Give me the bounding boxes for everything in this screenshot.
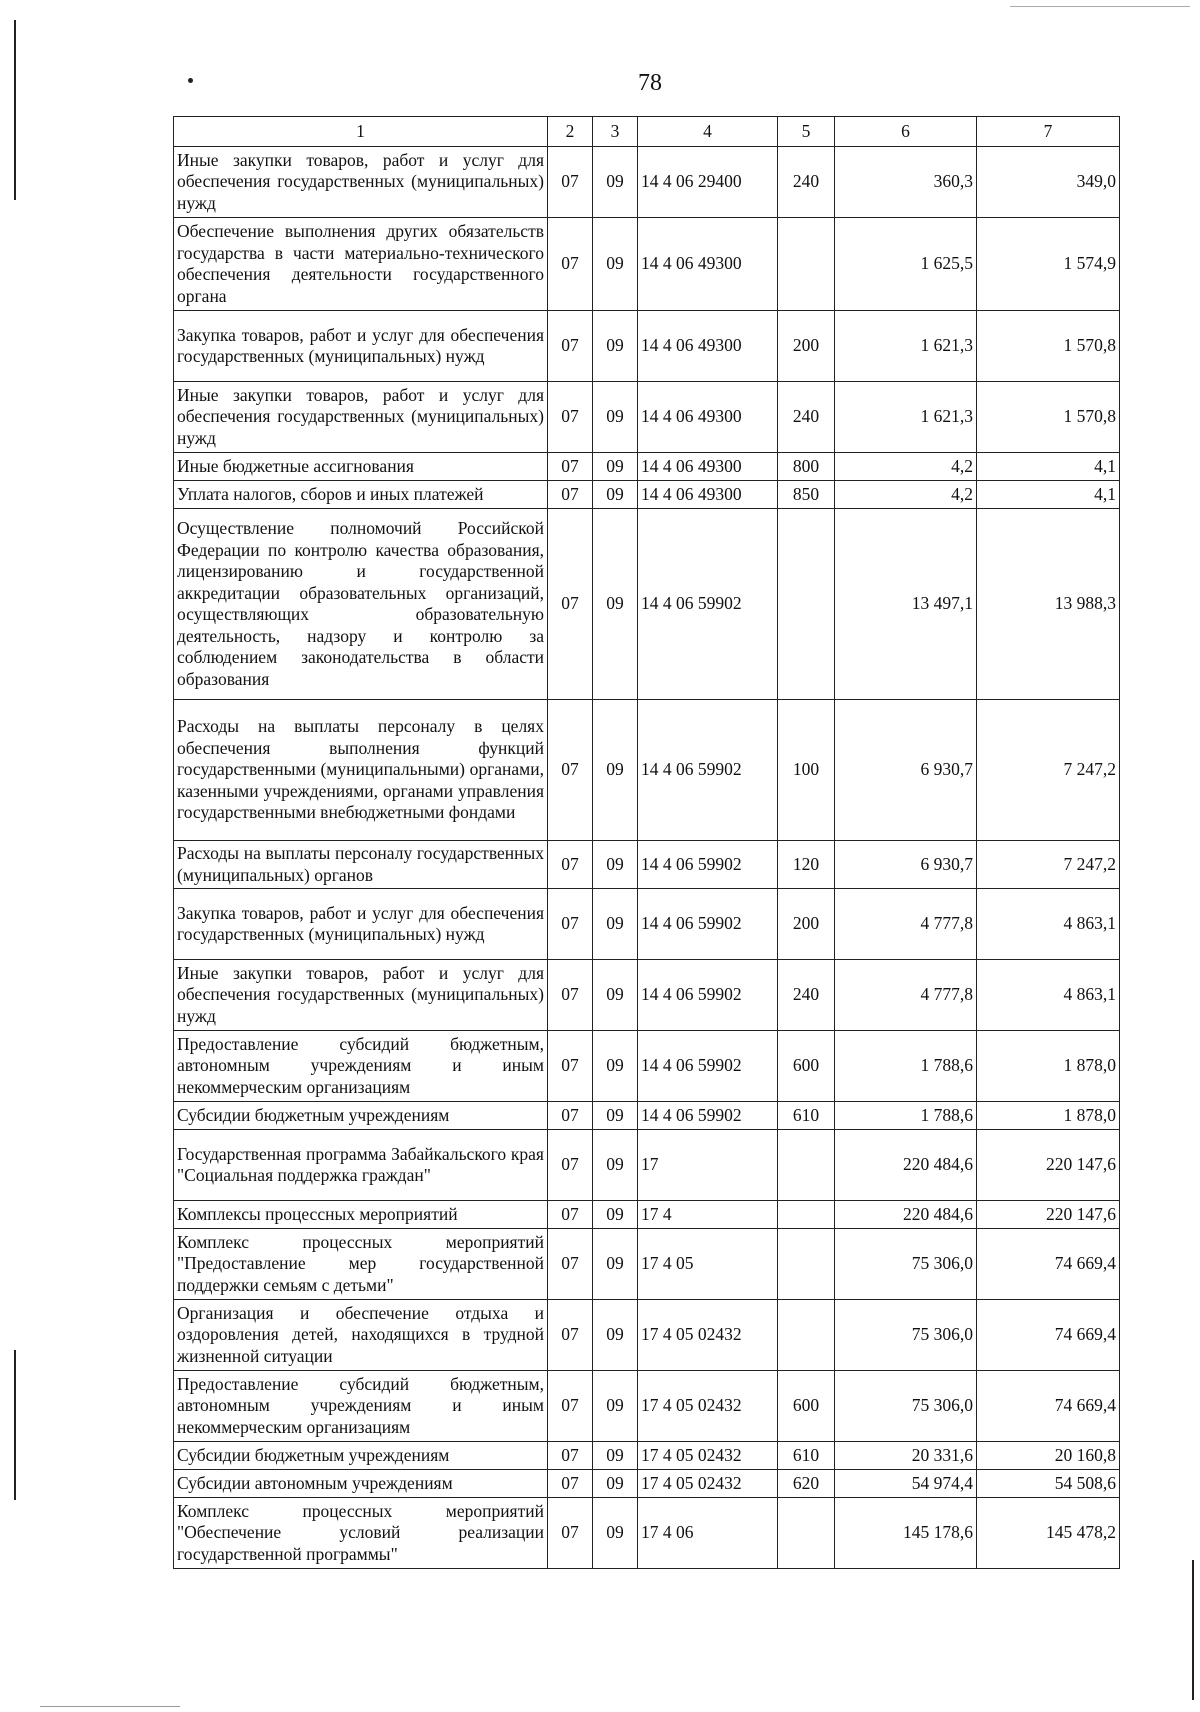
row-expense-type — [778, 1201, 835, 1229]
row-target-code: 17 4 05 02432 — [638, 1300, 778, 1371]
row-value-col6: 75 306,0 — [835, 1300, 977, 1371]
row-value-col7: 1 878,0 — [977, 1102, 1120, 1130]
row-section: 07 — [548, 1442, 593, 1470]
row-target-code: 14 4 06 59902 — [638, 841, 778, 889]
row-name: Закупка товаров, работ и услуг для обеспечения государственных (муниципальных) нужд — [174, 889, 548, 960]
row-value-col7: 1 570,8 — [977, 382, 1120, 453]
row-value-col7: 7 247,2 — [977, 700, 1120, 841]
row-value-col7: 7 247,2 — [977, 841, 1120, 889]
row-section: 07 — [548, 960, 593, 1031]
row-name: Иные закупки товаров, работ и услуг для обеспечения государственных (муниципальных) нужд — [174, 960, 548, 1031]
table-row — [174, 1498, 1120, 1569]
header-col-7: 7 — [977, 117, 1120, 147]
row-value-col6: 220 484,6 — [835, 1201, 977, 1229]
row-target-code: 14 4 06 49300 — [638, 218, 778, 311]
row-subsection: 09 — [593, 1201, 638, 1229]
row-name: Иные закупки товаров, работ и услуг для обеспечения государственных (муниципальных) нужд — [174, 147, 548, 218]
row-expense-type: 610 — [778, 1102, 835, 1130]
table-row — [174, 1102, 1120, 1130]
row-target-code: 14 4 06 59902 — [638, 700, 778, 841]
page-number: 78 — [638, 70, 662, 96]
row-value-col6: 1 621,3 — [835, 311, 977, 382]
row-expense-type: 240 — [778, 382, 835, 453]
row-value-col6: 75 306,0 — [835, 1371, 977, 1442]
row-subsection: 09 — [593, 1300, 638, 1371]
row-subsection: 09 — [593, 453, 638, 481]
row-subsection: 09 — [593, 1130, 638, 1201]
row-section: 07 — [548, 311, 593, 382]
row-subsection: 09 — [593, 700, 638, 841]
row-name: Субсидии бюджетным учреждениям — [174, 1102, 548, 1130]
table-row — [174, 481, 1120, 509]
row-name: Предоставление субсидий бюджетным, автономным учреждениям и иным некоммерческим организациям — [174, 1371, 548, 1442]
row-target-code: 17 — [638, 1130, 778, 1201]
table-row — [174, 1371, 1120, 1442]
table-row — [174, 1470, 1120, 1498]
row-target-code: 14 4 06 59902 — [638, 889, 778, 960]
table-row — [174, 311, 1120, 382]
row-value-col6: 1 621,3 — [835, 382, 977, 453]
table-row — [174, 218, 1120, 311]
row-target-code: 14 4 06 49300 — [638, 382, 778, 453]
row-name: Иные бюджетные ассигнования — [174, 453, 548, 481]
row-subsection: 09 — [593, 311, 638, 382]
row-section: 07 — [548, 1201, 593, 1229]
row-value-col6: 4 777,8 — [835, 960, 977, 1031]
row-value-col6: 1 788,6 — [835, 1102, 977, 1130]
row-subsection: 09 — [593, 960, 638, 1031]
bottom-edge-rule — [40, 1706, 180, 1707]
row-target-code: 14 4 06 59902 — [638, 1102, 778, 1130]
row-target-code: 14 4 06 59902 — [638, 960, 778, 1031]
table-row — [174, 960, 1120, 1031]
row-section: 07 — [548, 1300, 593, 1371]
header-col-6: 6 — [835, 117, 977, 147]
row-value-col6: 54 974,4 — [835, 1470, 977, 1498]
row-section: 07 — [548, 218, 593, 311]
row-value-col6: 4,2 — [835, 453, 977, 481]
row-subsection: 09 — [593, 1031, 638, 1102]
row-name: Обеспечение выполнения других обязательств государства в части материально-технического обеспечения деятельности государственного органа — [174, 218, 548, 311]
row-value-col6: 75 306,0 — [835, 1229, 977, 1300]
row-value-col7: 1 574,9 — [977, 218, 1120, 311]
row-subsection: 09 — [593, 1371, 638, 1442]
left-margin-rule — [14, 20, 16, 200]
row-value-col6: 4,2 — [835, 481, 977, 509]
table-row — [174, 382, 1120, 453]
row-subsection: 09 — [593, 509, 638, 700]
row-target-code: 14 4 06 49300 — [638, 311, 778, 382]
row-section: 07 — [548, 841, 593, 889]
row-value-col6: 220 484,6 — [835, 1130, 977, 1201]
row-subsection: 09 — [593, 1102, 638, 1130]
table-row — [174, 453, 1120, 481]
table-header-row — [174, 117, 1120, 147]
row-expense-type — [778, 1229, 835, 1300]
table-row — [174, 700, 1120, 841]
row-name: Расходы на выплаты персоналу в целях обеспечения выполнения функций государственными (муниципальными) органами, казенными учреждениями, органами управления государственными внебюджетными фондами — [174, 700, 548, 841]
row-expense-type: 240 — [778, 960, 835, 1031]
row-value-col6: 145 178,6 — [835, 1498, 977, 1569]
row-value-col6: 1 788,6 — [835, 1031, 977, 1102]
row-name: Государственная программа Забайкальского края "Социальная поддержка граждан" — [174, 1130, 548, 1201]
row-value-col6: 6 930,7 — [835, 841, 977, 889]
row-expense-type: 100 — [778, 700, 835, 841]
table-row — [174, 147, 1120, 218]
row-value-col7: 220 147,6 — [977, 1201, 1120, 1229]
top-edge-rule — [1010, 6, 1190, 7]
row-subsection: 09 — [593, 147, 638, 218]
row-expense-type: 600 — [778, 1031, 835, 1102]
row-value-col7: 349,0 — [977, 147, 1120, 218]
row-target-code: 17 4 05 — [638, 1229, 778, 1300]
row-expense-type: 200 — [778, 889, 835, 960]
row-expense-type: 240 — [778, 147, 835, 218]
row-section: 07 — [548, 509, 593, 700]
header-col-1: 1 — [174, 117, 548, 147]
row-subsection: 09 — [593, 1229, 638, 1300]
row-value-col6: 20 331,6 — [835, 1442, 977, 1470]
row-subsection: 09 — [593, 1498, 638, 1569]
row-section: 07 — [548, 1498, 593, 1569]
row-section: 07 — [548, 1031, 593, 1102]
row-name: Уплата налогов, сборов и иных платежей — [174, 481, 548, 509]
row-subsection: 09 — [593, 841, 638, 889]
row-value-col7: 4,1 — [977, 453, 1120, 481]
row-value-col7: 4,1 — [977, 481, 1120, 509]
row-name: Организация и обеспечение отдыха и оздоровления детей, находящихся в трудной жизненной ситуации — [174, 1300, 548, 1371]
row-value-col7: 20 160,8 — [977, 1442, 1120, 1470]
row-section: 07 — [548, 1102, 593, 1130]
row-section: 07 — [548, 700, 593, 841]
row-expense-type — [778, 1130, 835, 1201]
row-subsection: 09 — [593, 1442, 638, 1470]
scan-dot — [188, 78, 193, 83]
table-row — [174, 889, 1120, 960]
left-margin-rule-lower — [14, 1350, 16, 1500]
row-name: Комплекс процессных мероприятий "Предоставление мер государственной поддержки семьям с детьми" — [174, 1229, 548, 1300]
row-value-col6: 360,3 — [835, 147, 977, 218]
row-section: 07 — [548, 147, 593, 218]
row-target-code: 14 4 06 49300 — [638, 481, 778, 509]
table-row — [174, 1201, 1120, 1229]
row-target-code: 17 4 05 02432 — [638, 1371, 778, 1442]
row-target-code: 14 4 06 59902 — [638, 1031, 778, 1102]
row-value-col7: 1 570,8 — [977, 311, 1120, 382]
table-row — [174, 1300, 1120, 1371]
row-name: Осуществление полномочий Российской Федерации по контролю качества образования, лицензированию и государственной аккредитации образовательных организаций, осуществляющих образовательную деятельность, надзору и контролю за соблюдением законодательства в области образования — [174, 509, 548, 700]
row-section: 07 — [548, 453, 593, 481]
table-row — [174, 509, 1120, 700]
row-value-col7: 220 147,6 — [977, 1130, 1120, 1201]
row-subsection: 09 — [593, 889, 638, 960]
table-row — [174, 1031, 1120, 1102]
row-subsection: 09 — [593, 382, 638, 453]
row-expense-type: 620 — [778, 1470, 835, 1498]
row-value-col7: 54 508,6 — [977, 1470, 1120, 1498]
header-col-4: 4 — [638, 117, 778, 147]
row-name: Закупка товаров, работ и услуг для обеспечения государственных (муниципальных) нужд — [174, 311, 548, 382]
row-expense-type: 200 — [778, 311, 835, 382]
row-target-code: 17 4 06 — [638, 1498, 778, 1569]
row-subsection: 09 — [593, 481, 638, 509]
row-name: Комплексы процессных мероприятий — [174, 1201, 548, 1229]
row-subsection: 09 — [593, 1470, 638, 1498]
row-section: 07 — [548, 1470, 593, 1498]
budget-table — [173, 116, 1120, 1569]
row-expense-type — [778, 1498, 835, 1569]
row-target-code: 17 4 — [638, 1201, 778, 1229]
row-target-code: 17 4 05 02432 — [638, 1442, 778, 1470]
row-section: 07 — [548, 889, 593, 960]
header-col-3: 3 — [593, 117, 638, 147]
row-section: 07 — [548, 1229, 593, 1300]
row-value-col7: 74 669,4 — [977, 1371, 1120, 1442]
row-value-col6: 6 930,7 — [835, 700, 977, 841]
row-expense-type: 610 — [778, 1442, 835, 1470]
row-name: Иные закупки товаров, работ и услуг для обеспечения государственных (муниципальных) нужд — [174, 382, 548, 453]
row-expense-type: 850 — [778, 481, 835, 509]
table-row — [174, 841, 1120, 889]
row-expense-type: 120 — [778, 841, 835, 889]
row-expense-type: 800 — [778, 453, 835, 481]
row-section: 07 — [548, 1371, 593, 1442]
row-value-col7: 1 878,0 — [977, 1031, 1120, 1102]
header-col-2: 2 — [548, 117, 593, 147]
row-value-col6: 13 497,1 — [835, 509, 977, 700]
row-target-code: 17 4 05 02432 — [638, 1470, 778, 1498]
table-row — [174, 1130, 1120, 1201]
row-name: Субсидии автономным учреждениям — [174, 1470, 548, 1498]
row-expense-type — [778, 1300, 835, 1371]
row-expense-type: 600 — [778, 1371, 835, 1442]
row-target-code: 14 4 06 59902 — [638, 509, 778, 700]
row-value-col7: 74 669,4 — [977, 1300, 1120, 1371]
row-subsection: 09 — [593, 218, 638, 311]
table-row — [174, 1229, 1120, 1300]
row-value-col6: 1 625,5 — [835, 218, 977, 311]
row-expense-type — [778, 218, 835, 311]
row-section: 07 — [548, 382, 593, 453]
row-section: 07 — [548, 481, 593, 509]
table-row — [174, 1442, 1120, 1470]
row-target-code: 14 4 06 29400 — [638, 147, 778, 218]
header-col-5: 5 — [778, 117, 835, 147]
right-margin-rule — [1192, 1560, 1194, 1700]
row-name: Комплекс процессных мероприятий "Обеспечение условий реализации государственной программы" — [174, 1498, 548, 1569]
row-name: Субсидии бюджетным учреждениям — [174, 1442, 548, 1470]
row-value-col7: 145 478,2 — [977, 1498, 1120, 1569]
row-target-code: 14 4 06 49300 — [638, 453, 778, 481]
row-value-col7: 74 669,4 — [977, 1229, 1120, 1300]
row-section: 07 — [548, 1130, 593, 1201]
row-value-col7: 4 863,1 — [977, 960, 1120, 1031]
row-name: Предоставление субсидий бюджетным, автономным учреждениям и иным некоммерческим организациям — [174, 1031, 548, 1102]
row-name: Расходы на выплаты персоналу государственных (муниципальных) органов — [174, 841, 548, 889]
row-value-col7: 13 988,3 — [977, 509, 1120, 700]
row-value-col6: 4 777,8 — [835, 889, 977, 960]
row-value-col7: 4 863,1 — [977, 889, 1120, 960]
row-expense-type — [778, 509, 835, 700]
